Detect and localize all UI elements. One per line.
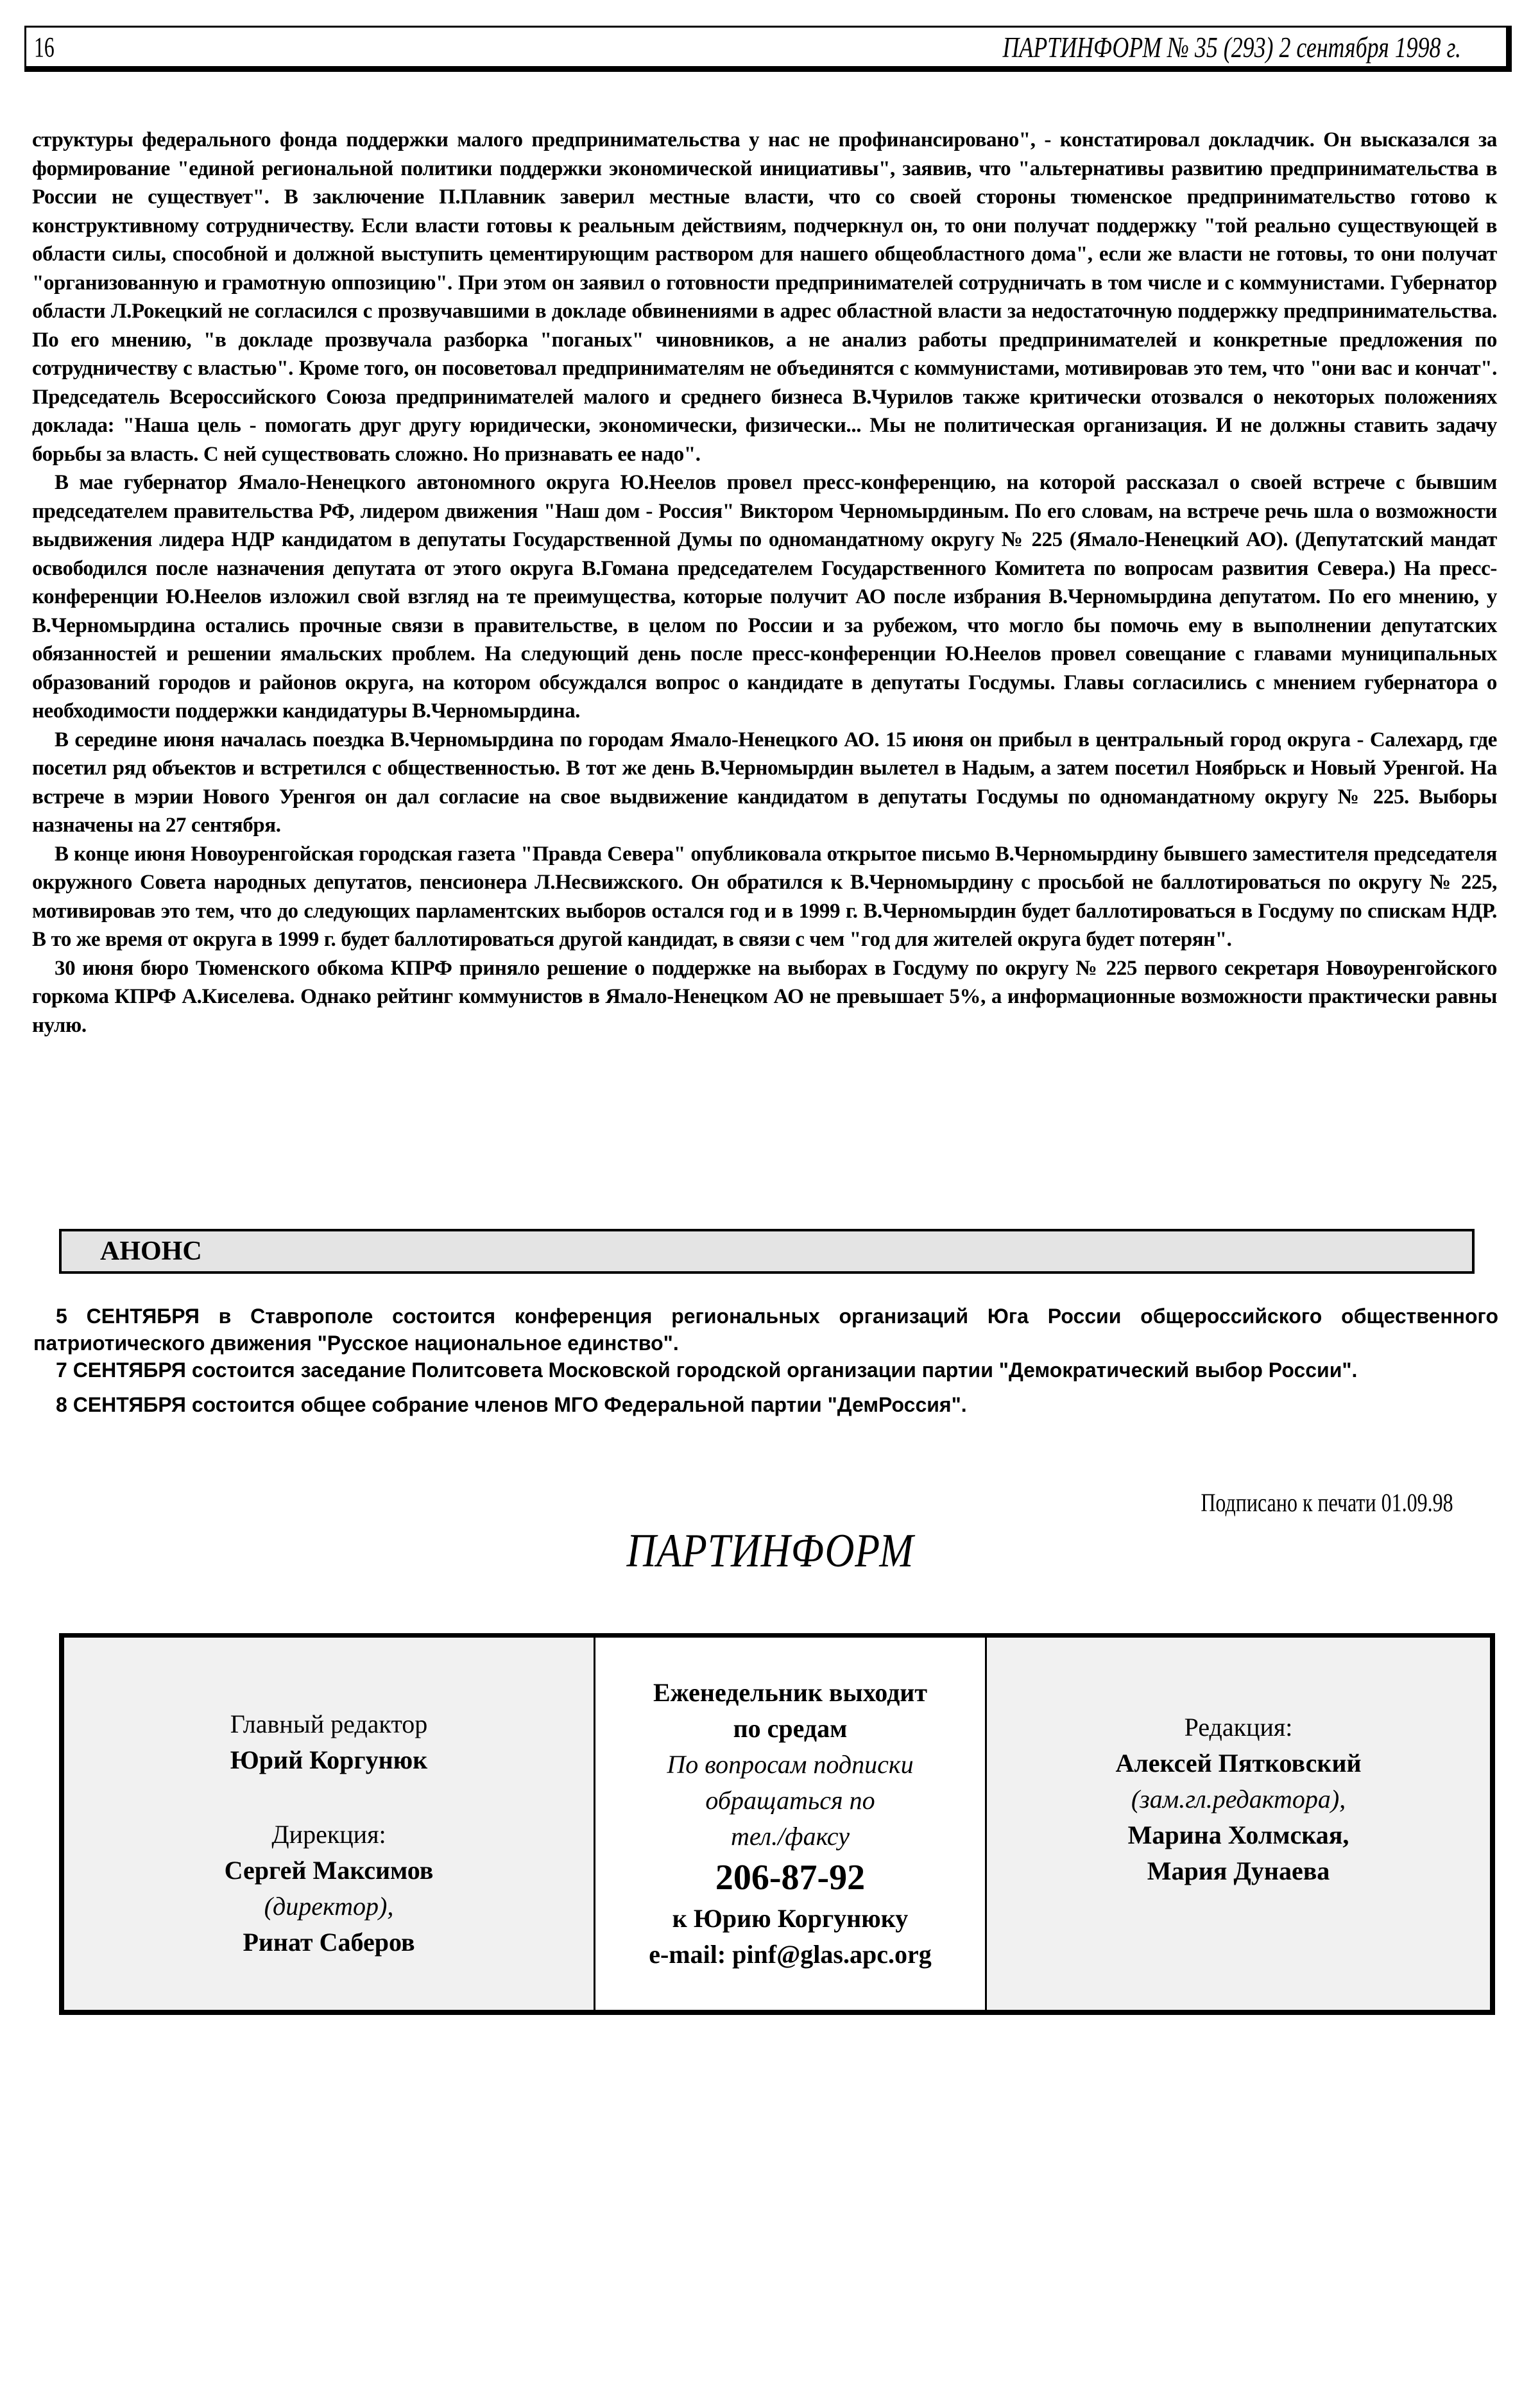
director-name: Сергей Максимов bbox=[224, 1856, 434, 1885]
article-paragraph: структуры федерального фонда поддержки малого предпринимательства у нас не профинансировано", - констатировал докладчик. Он высказался за формирование "единой региональной политики поддержки экономической инициативы", заявив, что "альтернативы развитию предпринимательства в России не существует". В заключение П.Плавник заверил местные власти, что со своей стороны тюменское предпринимательство готово к конструктивному сотрудничеству. Если власти готовы к реальным действиям, подчеркнул он, то они получат поддержку "той реально существующей в области силы, способной и должной выступить цементирующим раствором для нашего общеобластного дома", если же власти не готовы, то они получат "организованную и грамотную оппозицию". При этом он заявил о готовности предпринимателей сотрудничать в том числе и с коммунистами. Губернатор области Л.Рокецкий не согласился с прозвучавшими в докладе обвинениями в адрес областной власти за недостаточную поддержку предпринимательства. По его мнению, "в докладе прозвучала разборка "поганых" чиновников, а не анализ работы предпринимателей и конкретные предложения по сотрудничеству с властью". Кроме того, он посоветовал предпринимателям не объединятся с коммунистами, мотивировав это тем, что "они вас и кончат". Председатель Всероссийского Союза предпринимателей малого и среднего бизнеса В.Чурилов также критически отозвался о некоторых положениях доклада: "Наша цель - помогать друг другу юридически, экономически, физически... Мы не политическая организация. И не должны ставить задачу борьбы за власть. С ней существовать сложно. Но признавать ее надо". bbox=[32, 128, 1497, 466]
staff-name-1: Алексей Пятковский bbox=[1115, 1749, 1362, 1778]
second-director-name: Ринат Саберов bbox=[243, 1928, 415, 1957]
announcement-item bbox=[33, 1391, 1498, 1418]
header-title: ПАРТИНФОРМ № 35 (293) 2 сентября 1998 г. bbox=[1002, 30, 1461, 64]
article-paragraph: В мае губернатор Ямало-Ненецкого автономного округа Ю.Неелов провел пресс-конференцию, на которой рассказал о своей встрече с бывшим председателем правительства РФ, лидером движения "Наш дом - Россия" Виктором Черномырдиным. По его словам, на встрече речь шла о возможности выдвижения лидера НДР кандидатом в депутаты Государственной Думы по одномандатному округу № 225 (Ямало-Ненецкий АО). (Депутатский мандат освободился после назначения депутата от этого округа В.Гомана председателем Государственного Комитета по вопросам развития Севера.) На пресс-конференции Ю.Неелов изложил свой взгляд на те преимущества, которые получит АО после избрания В.Черномырдина депутатом. По его мнению, у В.Черномырдина остались прочные связи в правительстве, в целом по России и за рубежом, что могло бы помочь ему в выполнении депутатских обязанностей и решении ямальских проблем. На следующий день после пресс-конференции Ю.Неелов провел совещание с главами муниципальных образований городов и районов округа, на котором обсуждался вопрос о кандидате в депутаты Госдумы. Главы согласились с мнением губернатора о необходимости поддержки кандидатуры В.Черномырдина. bbox=[32, 471, 1497, 723]
announcement-item bbox=[33, 1357, 1498, 1384]
staff-role-1: (зам.гл.редактора), bbox=[1131, 1785, 1346, 1813]
subscription-line-1: По вопросам подписки bbox=[667, 1750, 914, 1779]
announcement-text: состоится общее собрание членов МГО Федеральной партии "ДемРоссия". bbox=[185, 1393, 967, 1416]
article-paragraph: В середине июня началась поездка В.Черномырдина по городам Ямало-Ненецкого АО. 15 июня он прибыл в центральный город округа - Салехард, где посетил ряд объектов и встретился с общественностью. В тот же день В.Черномырдин вылетел в Надым, а затем посетил Ноябрьск и Новый Уренгой. На встрече в мэрии Нового Уренгоя он дал согласие на свое выдвижение кандидатом в депутаты Госдумы по одномандатному округу № 225. Выборы назначены на 27 сентября. bbox=[32, 728, 1497, 837]
contact-person: к Юрию Коргунюку bbox=[672, 1904, 909, 1933]
announcement-text: в Ставрополе состоится конференция региональных организаций Юга России общероссийского общественного патриотического движения "Русское национальное единство". bbox=[33, 1305, 1499, 1355]
editorial-info-table bbox=[59, 1633, 1495, 2015]
signed-to-print: Подписано к печати 01.09.98 bbox=[1201, 1488, 1453, 1517]
staff-name-2: Марина Холмская, bbox=[1127, 1821, 1349, 1849]
direction-label: Дирекция: bbox=[271, 1820, 386, 1849]
page-number: 16 bbox=[34, 31, 55, 63]
announcement-date: 8 СЕНТЯБРЯ bbox=[56, 1393, 186, 1416]
phone-number: 206-87-92 bbox=[715, 1858, 866, 1898]
email-address[interactable]: e-mail: pinf@glas.apc.org bbox=[649, 1940, 932, 1969]
masthead-title bbox=[0, 1524, 1540, 1579]
announcement-item bbox=[33, 1303, 1498, 1357]
announce-title: АНОНС bbox=[100, 1237, 202, 1266]
staff-name-3: Мария Дунаева bbox=[1147, 1856, 1330, 1885]
masthead-title-text: ПАРТИНФОРМ bbox=[626, 1525, 914, 1577]
announce-heading-box bbox=[59, 1229, 1475, 1274]
director-role: (директор), bbox=[264, 1892, 394, 1921]
page-header bbox=[24, 26, 1512, 72]
editorial-staff-cell bbox=[987, 1638, 1490, 2010]
announcement-date: 5 СЕНТЯБРЯ bbox=[56, 1305, 200, 1328]
weekly-line-2: по средам bbox=[733, 1714, 848, 1743]
subscription-cell bbox=[595, 1638, 987, 2010]
subscription-line-3: тел./факсу bbox=[730, 1822, 850, 1851]
editor-name: Юрий Коргунюк bbox=[230, 1745, 428, 1774]
announcements-list bbox=[33, 1303, 1498, 1418]
subscription-line-2: обращаться по bbox=[705, 1786, 875, 1815]
editor-cell bbox=[64, 1638, 595, 2010]
announcement-date: 7 СЕНТЯБРЯ bbox=[56, 1358, 186, 1382]
editor-label: Главный редактор bbox=[230, 1709, 428, 1738]
article-paragraph: В конце июня Новоуренгойская городская газета "Правда Севера" опубликовала открытое письмо В.Черномырдину бывшего заместителя председателя окружного Совета народных депутатов, пенсионера Л.Несвижского. Он обратился к В.Черномырдину с просьбой не баллотироваться по округу № 225, мотивировав это тем, что до следующих парламентских выборов остался год и в 1999 г. В.Черномырдин будет баллотироваться в Госдуму по спискам НДР. В то же время от округа в 1999 г. будет баллотироваться другой кандидат, в связи с чем "год для жителей округа будет потерян". bbox=[32, 842, 1497, 951]
article-body bbox=[32, 126, 1497, 1040]
article-paragraph: 30 июня бюро Тюменского обкома КПРФ приняло решение о поддержке на выборах в Госдуму по округу № 225 первого секретаря Новоуренгойского горкома КПРФ А.Киселева. Однако рейтинг коммунистов в Ямало-Ненецком АО не превышает 5%, а информационные возможности практически равны нулю. bbox=[32, 956, 1497, 1037]
weekly-line-1: Еженедельник выходит bbox=[653, 1678, 927, 1707]
editorial-label: Редакция: bbox=[1184, 1713, 1293, 1742]
announcement-text: состоится заседание Политсовета Московской городской организации партии "Демократический выбор России". bbox=[185, 1358, 1358, 1382]
